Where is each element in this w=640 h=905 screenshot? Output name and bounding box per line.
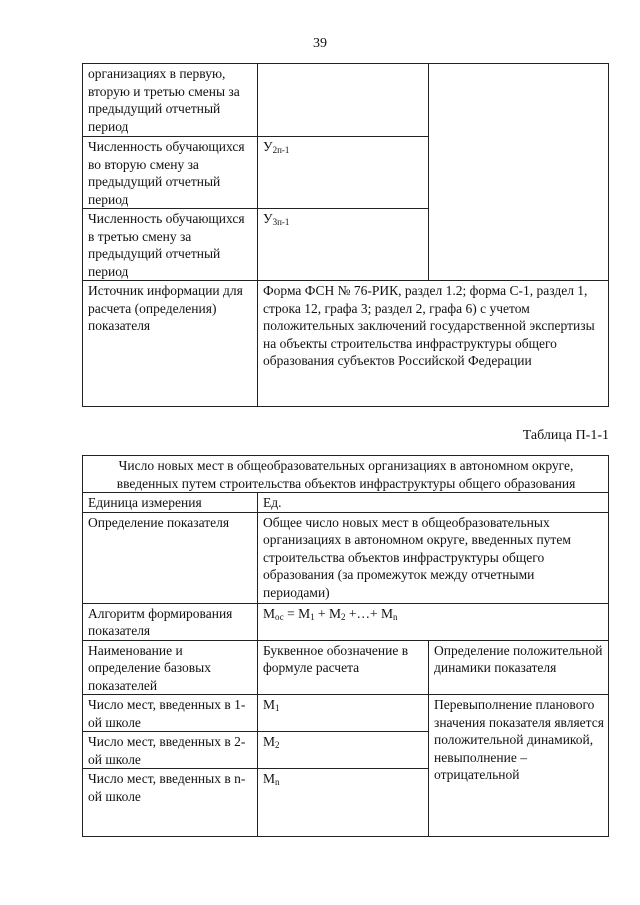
- symbol: M: [263, 697, 276, 712]
- symbol-cell: [258, 137, 429, 209]
- column-header: Наименование и определение базовых показателей: [83, 640, 258, 695]
- formula-subscript: 1: [310, 611, 315, 622]
- formula-part: +…+ M: [345, 605, 393, 621]
- base-indicator-name: Число мест, введенных в 1-ой школе: [83, 695, 258, 732]
- page-number: 39: [313, 36, 327, 51]
- formula-part: M: [263, 605, 276, 621]
- unit-label: Единица измерения: [83, 493, 258, 513]
- column-header: Определение положительной динамики показателя: [429, 640, 609, 695]
- formula-part: = M: [283, 605, 311, 621]
- algorithm-label: Алгоритм формирования показателя: [83, 603, 258, 640]
- table-row: [83, 493, 609, 513]
- table-cell: Источник информации для расчета (определения) показателя: [83, 281, 258, 407]
- definition-label: Определение показателя: [83, 512, 258, 603]
- table-title-row: [83, 456, 609, 493]
- source-cell: Форма ФСН № 76-РИК, раздел 1.2; форма С-1, раздел 1, строка 12, графа 3; раздел 2, графа 6) с учетом положительных заключений государственной экспертизы на объекты строительства инфраструктуры общего образования субъектов Российской Федерации: [258, 281, 609, 407]
- symbol-subscript: 1: [275, 703, 280, 713]
- symbol-cell: [258, 769, 429, 837]
- symbol-subscript: 3п-1: [272, 217, 290, 227]
- symbol-cell: [258, 209, 429, 281]
- table-row: [83, 512, 609, 603]
- unit-value: Ед.: [258, 493, 609, 513]
- table-cell: организациях в первую, вторую и третью смены за предыдущий отчетный период: [83, 64, 258, 137]
- dynamics-definition: Перевыполнение планового значения показателя является положительной динамикой, невыполнение – отрицательной: [429, 695, 609, 837]
- symbol: M: [263, 771, 276, 786]
- formula-part: + M: [314, 605, 341, 621]
- table-cell: Численность обучающихся во вторую смену за предыдущий отчетный период: [83, 137, 258, 209]
- indicator-table-continued: [82, 63, 609, 407]
- table-row: [83, 695, 609, 732]
- formula-subscript: n: [392, 611, 398, 622]
- table-row: [83, 603, 609, 640]
- definition-value: Общее число новых мест в общеобразовательных организациях в автономном округе, введенных путем строительства объектов инфраструктуры общего образования (за промежуток между отчетными периодами): [258, 512, 609, 603]
- base-indicator-name: Число мест, введенных в n-ой школе: [83, 769, 258, 837]
- table-cell: [258, 64, 429, 137]
- formula: [258, 603, 609, 640]
- symbol-subscript: 2: [275, 740, 280, 750]
- formula-subscript: ос: [275, 611, 284, 622]
- table-caption: Таблица П-1-1: [522, 428, 609, 443]
- table-cell: [429, 64, 609, 281]
- table-title: Число новых мест в общеобразовательных организациях в автономном округе, введенных путем строительства объектов инфраструктуры общего образования: [83, 456, 609, 493]
- table-row: [83, 64, 609, 137]
- table-cell: Численность обучающихся в третью смену за предыдущий отчетный период: [83, 209, 258, 281]
- table-row: [83, 281, 609, 407]
- indicator-table: [82, 455, 609, 837]
- symbol-cell: [258, 732, 429, 769]
- symbol: M: [263, 734, 276, 749]
- symbol-subscript: 2п-1: [272, 145, 290, 155]
- table-header-row: [83, 640, 609, 695]
- symbol: У: [263, 139, 273, 154]
- base-indicator-name: Число мест, введенных в 2-ой школе: [83, 732, 258, 769]
- symbol-cell: [258, 695, 429, 732]
- symbol: У: [263, 211, 273, 226]
- symbol-subscript: n: [275, 777, 280, 787]
- formula-subscript: 2: [340, 611, 346, 622]
- column-header: Буквенное обозначение в формуле расчета: [258, 640, 429, 695]
